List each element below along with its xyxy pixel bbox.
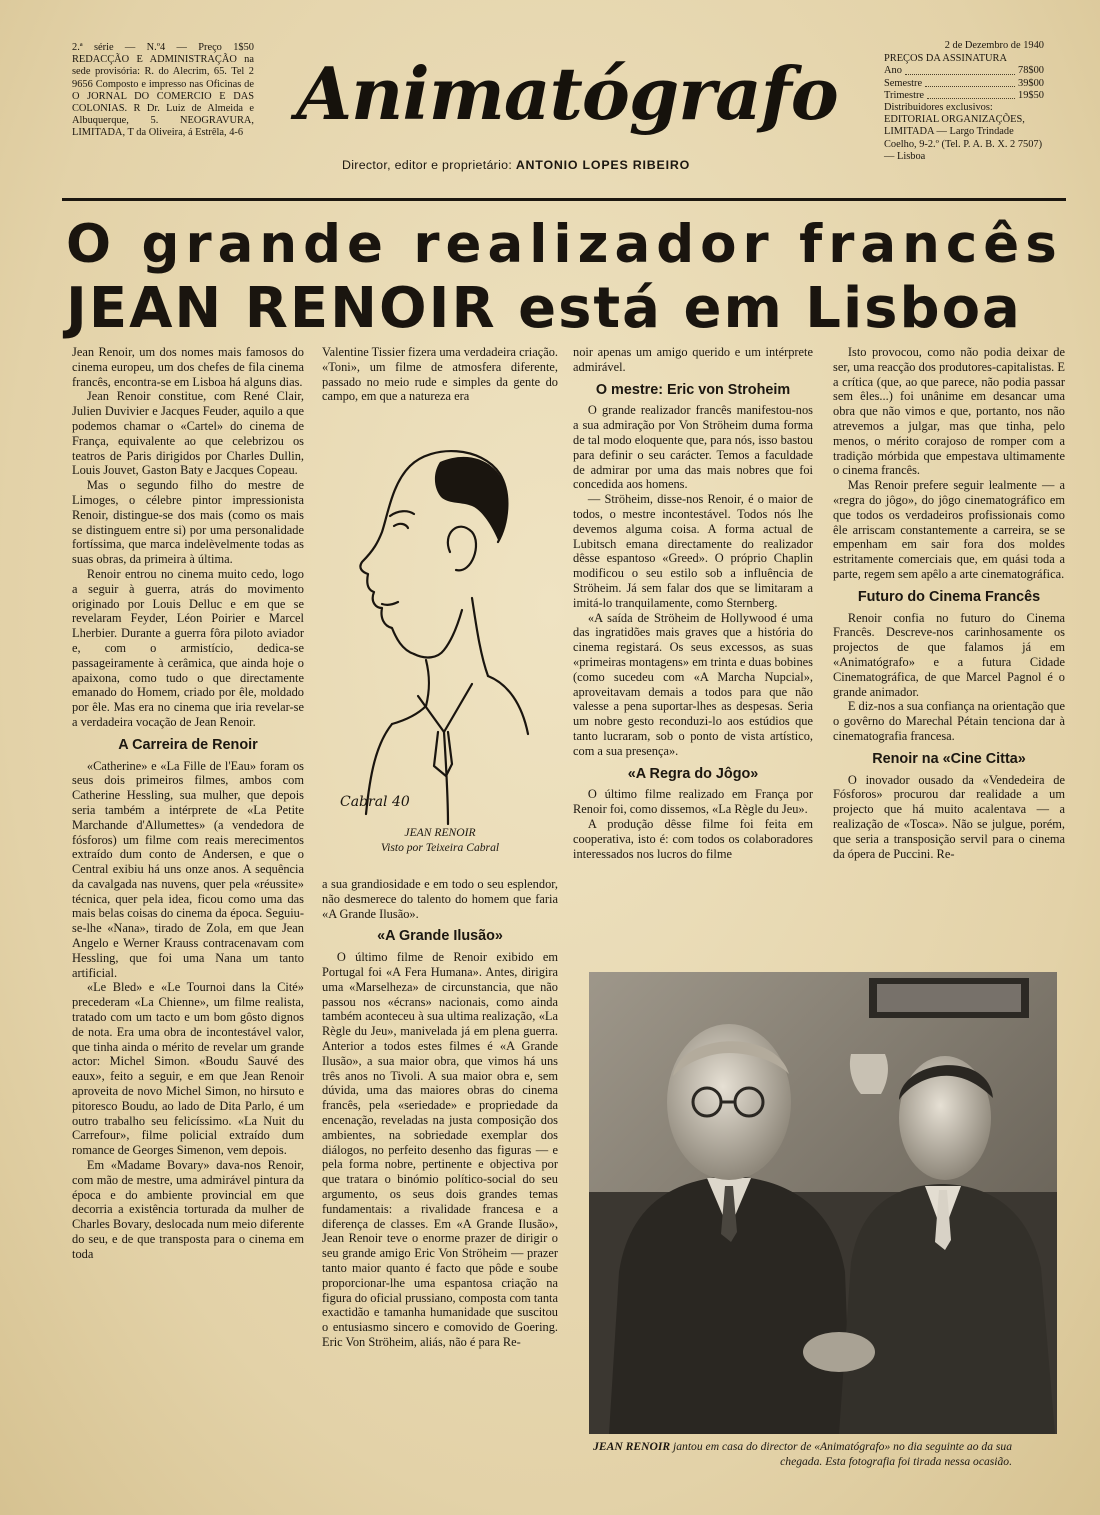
masthead-right-block — [884, 40, 1044, 163]
caricature-drawing — [322, 414, 558, 860]
photo-caption-name: JEAN RENOIR — [593, 1440, 671, 1453]
leader-dots — [925, 78, 1015, 87]
photo-caption-text: jantou em casa do director de «Animatógrafo» no dia seguinte ao da sua chegada. Esta fotografia foi tirada nessa ocasião. — [673, 1440, 1012, 1468]
price-label: Semestre — [884, 77, 923, 89]
masthead-rule — [62, 198, 1066, 201]
paragraph: «A saída de Ströheim de Hollywood é uma das ingratidões mais graves que a história do cinema registará. Os seus excessos, as suas «primeiras montagens» em trinta e duas bobines (como sucedeu com «A Marcha Nupcial», aproveitavam demais a todos para que não valesse a pena suportar-lhes as despesas. Seria um nobre gesto reconduzi-lo aos estúdios que tanto lucraram, sob o ponto de vista artístico, com a sua presença». — [573, 610, 813, 758]
price-label: Trimestre — [884, 89, 925, 101]
caricature-caption-title: JEAN RENOIR — [404, 826, 476, 839]
section-heading: «A Grande Ilusão» — [377, 928, 503, 945]
article-column-4 — [833, 345, 1065, 861]
headline-line-2: JEAN RENOIR está em Lisboa — [66, 276, 1022, 341]
caricature-caption-credit: Visto por Teixeira Cabral — [380, 841, 500, 854]
subscription-title: PREÇOS DA ASSINATURA — [884, 53, 1007, 65]
photo-caption — [582, 1440, 1012, 1469]
paragraph: a sua grandiosidade e em todo o seu esplendor, não desmerece do talento do homem que faria «A Grande Ilusão». — [322, 877, 558, 921]
newspaper-logo: Animatógrafo — [296, 51, 838, 136]
issue-date: 2 de Dezembro de 1940 — [944, 40, 1044, 51]
paragraph: Mas Renoir prefere seguir lealmente — a «regra do jôgo», do jôgo cinematográfico em que todos os verdadeiros profissionais como êle arriscam constantemente a carreira, se se empenham em sair fora dos moldes estritamente comerciais que, em quási toda a parte, regem sem apêlo a arte cinematográfica. — [833, 478, 1065, 581]
artist-signature: Cabral 40 — [340, 794, 410, 810]
paragraph: A produção dêsse filme foi feita em cooperativa, isto é: com todos os colaboradores interessados nos lucros do filme — [573, 816, 813, 861]
director-line — [342, 158, 822, 172]
article-column-2-bottom — [322, 877, 558, 1350]
caricature-caption — [322, 825, 558, 855]
price-label: Ano — [884, 65, 902, 77]
paragraph: O inovador ousado da «Vendedeira de Fósforos» procurou dar realidade a um projecto que há muito acalentava — a realização de «Tosca». Não se julgue, porém, que seria a transposição servil para o cinema da ópera de Puccini. Re- — [833, 772, 1065, 861]
paragraph: E diz-nos a sua confiança na orientação que o govêrno do Marechal Pétain tenciona dar à cinematografia francesa. — [833, 699, 1065, 743]
paragraph: «Le Bled» e «Le Tournoi dans la Cité» precederam «La Chienne», um filme realista, tratado com um tacto e um bom gôsto dignos de nota. Era uma obra de incontestável valor, que tinha ainda o mérito de revelar um grande actor: Michel Simon. «Boudu Sauvé des eaux», feito a seguir, e em que Jean Renoir aproveita de novo Michel Simon, no hirsuto e pitoresco Boudu, ao lado de Dita Parlo, é um outro trabalho seu felicíssimo. «La Nuit du Carrefour», filme policial extraído dum romance de Georges Simenon, vem depois. — [72, 980, 304, 1158]
paragraph: O grande realizador francês manifestou-nos a sua admiração por Von Ströheim duma forma de tal modo eloquente que, para nós, isso bastou para definir o seu carácter. Temos a faculdade de admirar por uma das mais nobres que foi concedida aos homens. — [573, 403, 813, 492]
article-column-3 — [573, 345, 813, 861]
section-heading: Renoir na «Cine Citta» — [872, 750, 1026, 767]
article-column-2-top — [322, 345, 558, 404]
paragraph: Mas o segundo filho do mestre de Limoges, o célebre pintor impressionista Renoir, distingue-se dos mais (como os mais se distinguem entre si) por uma personalidade fortíssima, que marca indelèvelmente todas as suas obras, da primeira à última. — [72, 478, 304, 567]
section-heading: Futuro do Cinema Francês — [857, 588, 1041, 605]
distributors-note: Distribuidores exclusivos: EDITORIAL ORGANIZAÇÕES, LIMITADA — Largo Trindade Coelho, 9-2.º (Tel. P. A. B. X. 2 7507) — Lisboa — [884, 102, 1043, 162]
price-value: 19$50 — [1018, 89, 1044, 101]
section-heading: A Carreira de Renoir — [118, 736, 258, 753]
photograph-renoir — [589, 972, 1057, 1434]
price-value: 78$00 — [1018, 65, 1044, 77]
price-value: 39$00 — [1018, 77, 1044, 89]
paragraph: Renoir confia no futuro do Cinema Francês. Descreve-nos carinhosamente os projectos de que falamos já em «Animatógrafo» e a futura Cidade Cinematográfica, de que Marcel Pagnol é o grande animador. — [833, 610, 1065, 699]
leader-dots — [927, 90, 1015, 99]
masthead-left-block: 2.ª série — N.º4 — Preço 1$50 REDACÇÃO E ADMINISTRAÇÃO na sede provisória: R. do Alecrim, 65. Tel 2 9656 Composto e impresso nas Oficinas de O JORNAL DO COMERCIO E DAS COLONIAS. R Dr. Luiz de Almeida e Albuquerque, 5. NEOGRAVURA, LIMITADA, T da Oliveira, á Estrêla, 4-6 — [72, 42, 254, 139]
headline-line-1: O grande realizador francês — [66, 214, 1063, 275]
article-column-1 — [72, 345, 304, 1262]
paragraph: O último filme realizado em França por Renoir foi, como dissemos, «La Règle du Jeu». — [573, 787, 813, 817]
paragraph: «Catherine» e «La Fille de l'Eau» foram os seus dois primeiros filmes, ambos com Catherine Hessling, sua mulher, que depois seria também a intérprete de «La Petite Marchande d'Allumettes» (a vendedora de fósforos) um filme com reais merecimentos extraído dum conto de Andersen, e que o Central exibiu há uns onze anos. A sequência da cavalgada nas nuvens, quer pela «réussite» técnica, quer pela idea, ficou como uma das mais belas coisas do cinema da época. Seguiu-se-lhe «Nana», tirado de Zola, em que Jean Angelo e Werner Krauss contracenavam com Hessling, que foi uma Nana um tanto artificial. — [72, 758, 304, 980]
paragraph: O último filme de Renoir exibido em Portugal foi «A Fera Humana». Antes, dirigira uma «Marselheza» de circunstancia, que não passou nos «écrans» nacionais, como ainda também aconteceu à sua ultima realização, «La Règle du Jeu», manivelada já em plena guerra. Anterior a todos estes filmes é «A Grande Ilusão», a sua maior obra, que vimos há uns três anos no Tivoli. A sua maior obra e, sem dúvida, uma das maiores obras do cinema francês, pela «seriedade» e propriedade da encenação, reveladas na justa composição dos ambientes, na sobriedade exemplar dos diálogos, no perfeito desenho das figuras — e pela forma nobre, pertinente e objectiva por que tratara o binómio político-social do seu argumento, os seus dois grandes temas fundamentais: a rivalidade francesa e a diferença de classes. Em «A Grande Ilusão», Jean Renoir teve o enorme prazer de dirigir o seu grande amigo Eric Von Ströheim — prazer tanto maior quanto é facto que pôde e soube proporcionar-lhe uma espantosa criação na figura do oficial prussiano, composta com tanta exactidão e tamanha humanidade que suscitou o entusiasmo sincero e comovido de Goering. Eric Von Ströheim, aliás, não é para Re- — [322, 950, 558, 1349]
paragraph: Renoir entrou no cinema muito cedo, logo a seguir à guerra, atrás do movimento originado por Louis Delluc e em que se revelaram Feyder, Léon Poirier e Marcel Lherbier. Durante a guerra fôra piloto aviador e, com o armistício, dedica-se passageiramente à cerâmica, que ainda hoje o apaixona, como tudo o que directamente emanado do Homem, criado por êle, moldado por êle. Mas era no cinema que iria revelar-se a verdadeira vocação de Jean Renoir. — [72, 566, 304, 729]
paragraph: noir apenas um amigo querido e um intérprete admirável. — [573, 345, 813, 374]
paragraph: Isto provocou, como não podia deixar de ser, uma reacção dos produtores-capitalistas. E a crítica (que, ao que parece, não podia passar sem êles...) foi unânime em desancar uma obra que não vimos e que, portanto, nos não atrevemos a julgar, mas que tinha, pelo menos, o mérito corajoso de romper com a tradição mórbida que empestava ultimamente o cinema francês. — [833, 345, 1065, 478]
director-label: Director, editor e proprietário: — [342, 158, 513, 172]
paragraph: Em «Madame Bovary» dava-nos Renoir, com mão de mestre, uma admirável pintura da época e do ambiente provincial em que decorria a existência torturada da mulher de Charles Bovary, deslocada num meio diferente do seu, e de que transposta para o cinema em toda — [72, 1158, 304, 1261]
section-heading: O mestre: Eric von Stroheim — [595, 381, 791, 398]
section-heading: «A Regra do Jôgo» — [627, 765, 759, 782]
price-row — [884, 90, 1044, 102]
price-row — [884, 78, 1044, 90]
paragraph: Jean Renoir, um dos nomes mais famosos do cinema europeu, um dos chefes de fila cinema francês, encontra-se em Lisboa há alguns dias. — [72, 345, 304, 389]
paragraph: Valentine Tissier fizera uma verdadeira criação. «Toni», um filme de atmosfera diferente, passado no meio rude e simples da gente do campo, em que a natureza era — [322, 345, 559, 404]
price-row — [884, 65, 1044, 77]
director-name: ANTONIO LOPES RIBEIRO — [515, 158, 691, 172]
paragraph: — Ströheim, disse-nos Renoir, é o maior de todos, o mestre incontestável. Todos nós lhe devemos alguma coisa. A forma actual de Lubitsch emana directamente do realizador dêsse espantoso «Greed». O próprio Chaplin modificou o seu estilo sob a influência de Ströheim. Já sem falar dos que se limitaram a imitá-lo tranquilamente, como Sternberg. — [573, 492, 813, 610]
paragraph: Jean Renoir constitue, com René Clair, Julien Duvivier e Jacques Feuder, aquilo a que podemos chamar o «Cartel» do cinema de França, equivalente ao que celebrizou os teatros de Paris dirigidos por Charles Dullin, Louis Jouvet, Gaston Baty e Jacques Copeau. — [72, 389, 304, 478]
leader-dots — [905, 65, 1015, 74]
